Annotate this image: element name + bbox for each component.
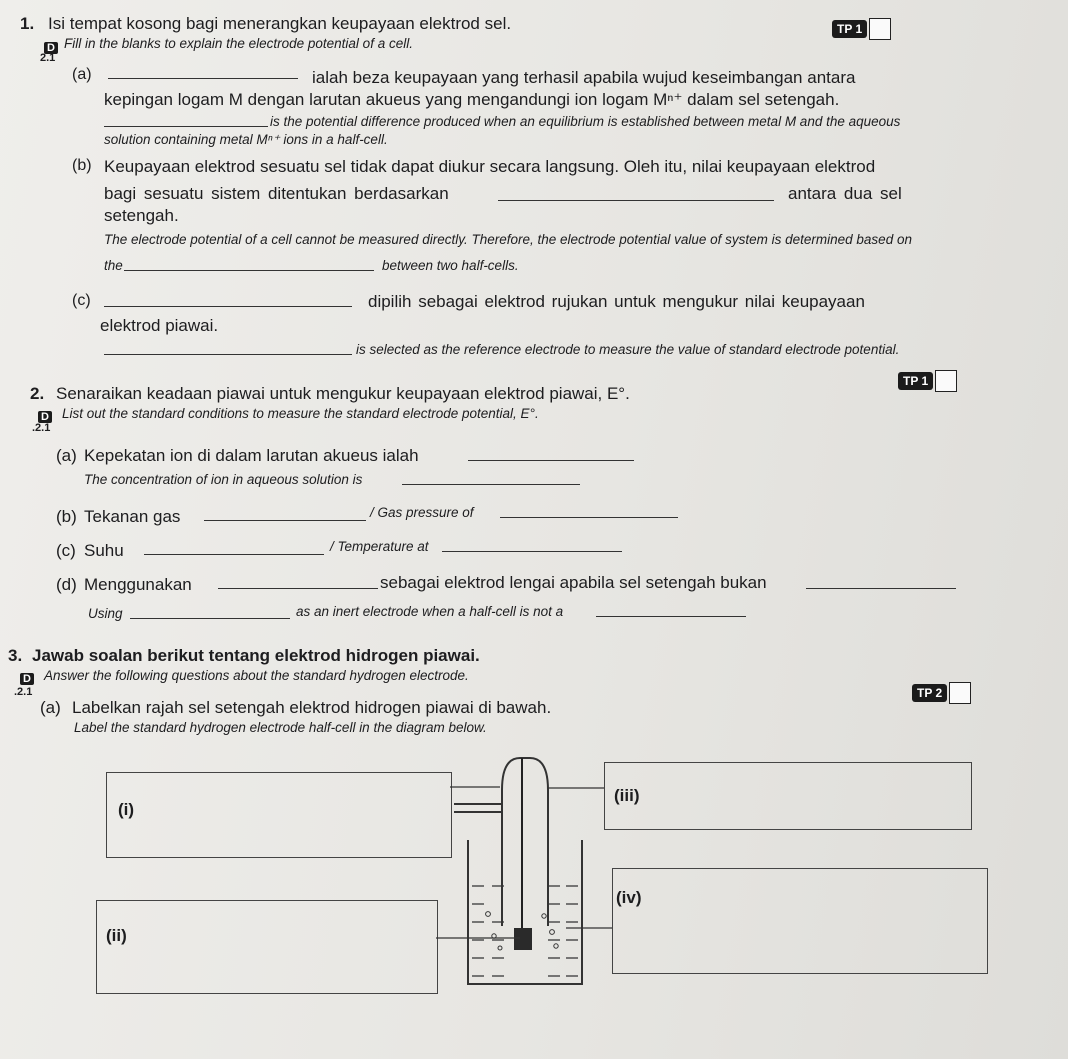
q3-title-en: Answer the following questions about the standard hydrogen electrode. bbox=[44, 668, 469, 683]
q2c-en: / Temperature at bbox=[330, 539, 429, 554]
q2b-ms: Tekanan gas bbox=[84, 507, 181, 526]
q1b-label: (b) bbox=[72, 157, 92, 174]
q1b-ms-line2a: bagi sesuatu sistem ditentukan berdasarkan bbox=[104, 184, 449, 203]
q1-title-en: Fill in the blanks to explain the electrode potential of a cell. bbox=[64, 36, 413, 51]
q3a-ms: Labelkan rajah sel setengah elektrod hidrogen piawai di bawah. bbox=[72, 698, 552, 717]
q3a-label: (a) bbox=[40, 698, 61, 717]
q1a-en-line1: is the potential difference produced when an equilibrium is established between metal M and the aqueous bbox=[270, 114, 901, 129]
q2-number: 2. bbox=[30, 384, 45, 403]
label-iii: (iii) bbox=[614, 786, 640, 805]
q1c-label: (c) bbox=[72, 292, 91, 309]
q1a-en-line2: solution containing metal Mⁿ⁺ ions in a half-cell. bbox=[104, 132, 388, 147]
q1a-ms-line2: kepingan logam M dengan larutan akueus yang mengandungi ion logam Mⁿ⁺ dalam sel setengah. bbox=[104, 90, 840, 109]
q3-title-ms: Jawab soalan berikut tentang elektrod hidrogen piawai. bbox=[32, 646, 480, 665]
q2b-label: (b) bbox=[56, 507, 77, 526]
q1c-ms-line2: elektrod piawai. bbox=[100, 316, 219, 335]
q1b-en-line2b: between two half-cells. bbox=[382, 258, 519, 273]
q2-title-ms: Senaraikan keadaan piawai untuk mengukur keupayaan elektrod piawai, E°. bbox=[56, 384, 630, 403]
label-i: (i) bbox=[118, 800, 135, 819]
q2-title-en: List out the standard conditions to measure the standard electrode potential, E°. bbox=[62, 406, 539, 421]
q1c-ms-line1: dipilih sebagai elektrod rujukan untuk mengukur nilai keupayaan bbox=[368, 292, 865, 311]
q2c-ms: Suhu bbox=[84, 541, 124, 560]
q1b-en-line2a: the bbox=[104, 258, 123, 273]
q2-d-tag: D bbox=[38, 407, 56, 425]
q1-title-ms: Isi tempat kosong bagi menerangkan keupayaan elektrod sel. bbox=[48, 14, 512, 33]
q1b-ms-line3: setengah. bbox=[104, 206, 179, 225]
q2d-ms-b: sebagai elektrod lengai apabila sel setengah bukan bbox=[380, 573, 767, 592]
q2b-en: / Gas pressure of bbox=[370, 505, 474, 520]
q3-d-tag: D bbox=[20, 669, 38, 687]
q2d-label: (d) bbox=[56, 575, 77, 594]
q1a-ms-line1: ialah beza keupayaan yang terhasil apabila wujud keseimbangan antara bbox=[312, 68, 856, 87]
q3-tp-label: TP 2 bbox=[912, 684, 947, 702]
q1b-ms-line1: Keupayaan elektrod sesuatu sel tidak dapat diukur secara langsung. Oleh itu, nilai keupayaan elektrod bbox=[104, 157, 876, 176]
q3a-en: Label the standard hydrogen electrode half-cell in the diagram below. bbox=[74, 720, 487, 735]
q1b-ms-line2b: antara dua sel bbox=[788, 184, 902, 203]
q1c-en-line1: is selected as the reference electrode to measure the value of standard electrode potential. bbox=[356, 342, 900, 357]
label-ii: (ii) bbox=[106, 926, 127, 945]
q2c-label: (c) bbox=[56, 541, 76, 560]
label-iv: (iv) bbox=[616, 888, 642, 907]
q2a-en: The concentration of ion in aqueous solution is bbox=[84, 472, 363, 487]
q2-code: .2.1 bbox=[32, 422, 51, 434]
q2d-ms-a: Menggunakan bbox=[84, 575, 192, 594]
q1-d-tag: D bbox=[44, 38, 62, 56]
q1-code: 2.1 bbox=[40, 52, 56, 64]
q1-tp-label: TP 1 bbox=[832, 20, 867, 38]
q2a-ms: Kepekatan ion di dalam larutan akueus ialah bbox=[84, 446, 419, 465]
q1a-label: (a) bbox=[72, 66, 92, 83]
q2d-en-a: Using bbox=[88, 606, 123, 621]
q3-number: 3. bbox=[8, 646, 23, 665]
q2d-en-b: as an inert electrode when a half-cell is not a bbox=[296, 604, 564, 619]
q3-code: .2.1 bbox=[14, 686, 33, 698]
q2-tp-label: TP 1 bbox=[898, 372, 933, 390]
q2a-label: (a) bbox=[56, 446, 77, 465]
q1-number: 1. bbox=[20, 14, 35, 33]
q1b-en-line1: The electrode potential of a cell cannot be measured directly. Therefore, the electrode potential value of system is determined based on bbox=[104, 232, 912, 247]
